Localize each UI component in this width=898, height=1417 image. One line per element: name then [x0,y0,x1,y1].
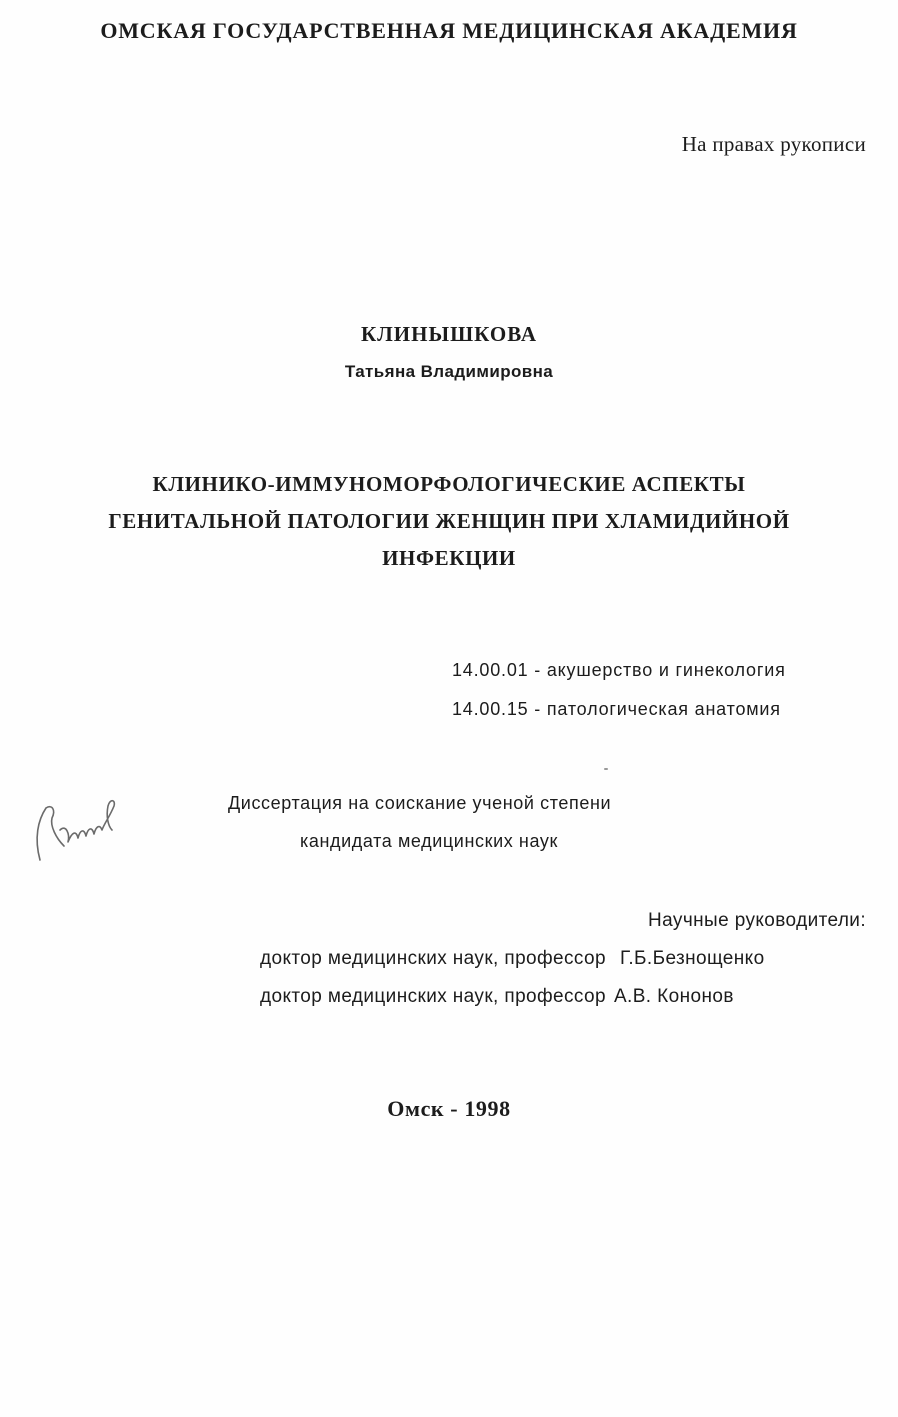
specialty-code-line: 14.00.01 - акушерство и гинекология [452,660,786,680]
degree-statement-line: Диссертация на соискание ученой степени [228,793,612,813]
author-given-names: Татьяна Владимировна [344,362,554,381]
institution-name: ОМСКАЯ ГОСУДАРСТВЕННАЯ МЕДИЦИНСКАЯ АКАДЕМИЯ [100,18,798,43]
specialty-code-line: 14.00.15 - патологическая анатомия [452,699,781,719]
dissertation-title [0,466,898,577]
supervisor-degree: доктор медицинских наук, профессор [260,986,606,1007]
supervisor-name: Г.Б.Безнощенко [619,948,765,969]
supervisor-name: А.В. Кононов [613,986,734,1007]
city-year: Омск - 1998 [387,1096,511,1121]
supervisor-entry [260,948,765,970]
supervisor-entry [260,986,734,1008]
manuscript-rights-note: На правах рукописи [681,132,866,156]
title-line: ИНФЕКЦИИ [382,546,516,570]
scan-speck [604,768,608,770]
title-line: КЛИНИКО-ИММУНОМОРФОЛОГИЧЕСКИЕ АСПЕКТЫ [152,472,746,496]
degree-statement-line: кандидата медицинских наук [300,831,558,851]
supervisor-degree: доктор медицинских наук, профессор [260,948,606,969]
author-surname: КЛИНЫШКОВА [360,322,538,346]
handwritten-signature-icon [26,786,136,866]
title-line: ГЕНИТАЛЬНОЙ ПАТОЛОГИИ ЖЕНЩИН ПРИ ХЛАМИДИЙНОЙ [108,509,790,533]
supervisors-label: Научные руководители: [648,910,866,931]
